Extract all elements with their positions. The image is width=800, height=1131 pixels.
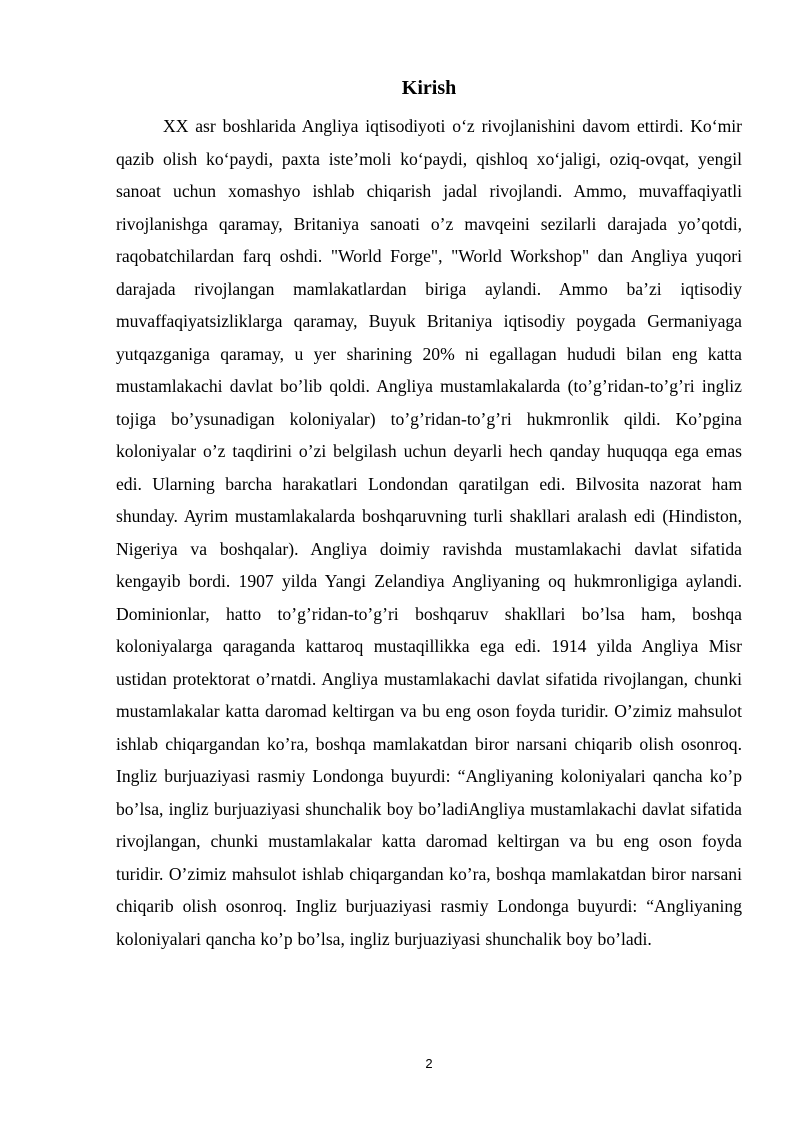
body-paragraph: XX asr boshlarida Angliya iqtisodiyoti o‘z rivojlanishini davom ettirdi. Ko‘mir qazib olish ko‘paydi, paxta iste’moli ko‘paydi, qishloq xo‘jaligi, oziq-ovqat, yengil sanoat uchun xomashyo ishlab chiqarish jadal rivojlandi. Ammo, muvaffaqiyatli rivojlanishga qaramay, Britaniya sanoati o’z mavqeini sezilarli darajada yo’qotdi, raqobatchilardan farq oshdi. "World Forge", "World Workshop" dan Angliya yuqori darajada rivojlangan mamlakatlardan biriga aylandi. Ammo ba’zi iqtisodiy muvaffaqiyatsizliklarga qaramay, Buyuk Britaniya iqtisodiy poygada Germaniyaga yutqazganiga qaramay, u yer sharining 20% ni egallagan hududi bilan eng katta mustamlakachi davlat bo’lib qoldi. Angliya mustamlakalarda (to’g’ridan-to’g’ri ingliz tojiga bo’ysunadigan koloniyalar) to’g’ridan-to’g’ri hukmronlik qildi. Ko’pgina koloniyalar o’z taqdirini o’zi belgilash uchun deyarli hech qanday huquqqa ega emas edi. Ularning barcha harakatlari Londondan qaratilgan edi. Bilvosita nazorat ham shunday. Ayrim mustamlakalarda boshqaruvning turli shakllari aralash edi (Hindiston, Nigeriya va boshqalar). Angliya doimiy ravishda mustamlakachi davlat sifatida kengayib bordi. 1907 yilda Yangi Zelandiya Angliyaning oq hukmronligiga aylandi. Dominionlar, hatto to’g’ridan-to’g’ri boshqaruv shakllari bo’lsa ham, boshqa koloniyalarga qaraganda kattaroq mustaqillikka ega edi. 1914 yilda Angliya Misr ustidan protektorat o’rnatdi. Angliya mustamlakachi davlat sifatida rivojlangan, chunki mustamlakalar katta daromad keltirgan va bu eng oson foyda turidir. O’zimiz mahsulot ishlab chiqargandan ko’ra, boshqa mamlakatdan biror narsani chiqarib olish osonroq. Ingliz burjuaziyasi rasmiy Londonga buyurdi: “Angliyaning koloniyalari qancha ko’p bo’lsa, ingliz burjuaziyasi shunchalik boy bo’ladiAngliya mustamlakachi davlat sifatida rivojlangan, chunki mustamlakalar katta daromad keltirgan va bu eng oson foyda turidir. O’zimiz mahsulot ishlab chiqargandan ko’ra, boshqa mamlakatdan biror narsani chiqarib olish osonroq. Ingliz burjuaziyasi rasmiy Londonga buyurdi: “Angliyaning koloniyalari qancha ko’p bo’lsa, ingliz burjuaziyasi shunchalik boy bo’ladi. — [116, 116, 742, 949]
page-number: 2 — [425, 1056, 433, 1071]
page-title: Kirish — [401, 77, 457, 99]
